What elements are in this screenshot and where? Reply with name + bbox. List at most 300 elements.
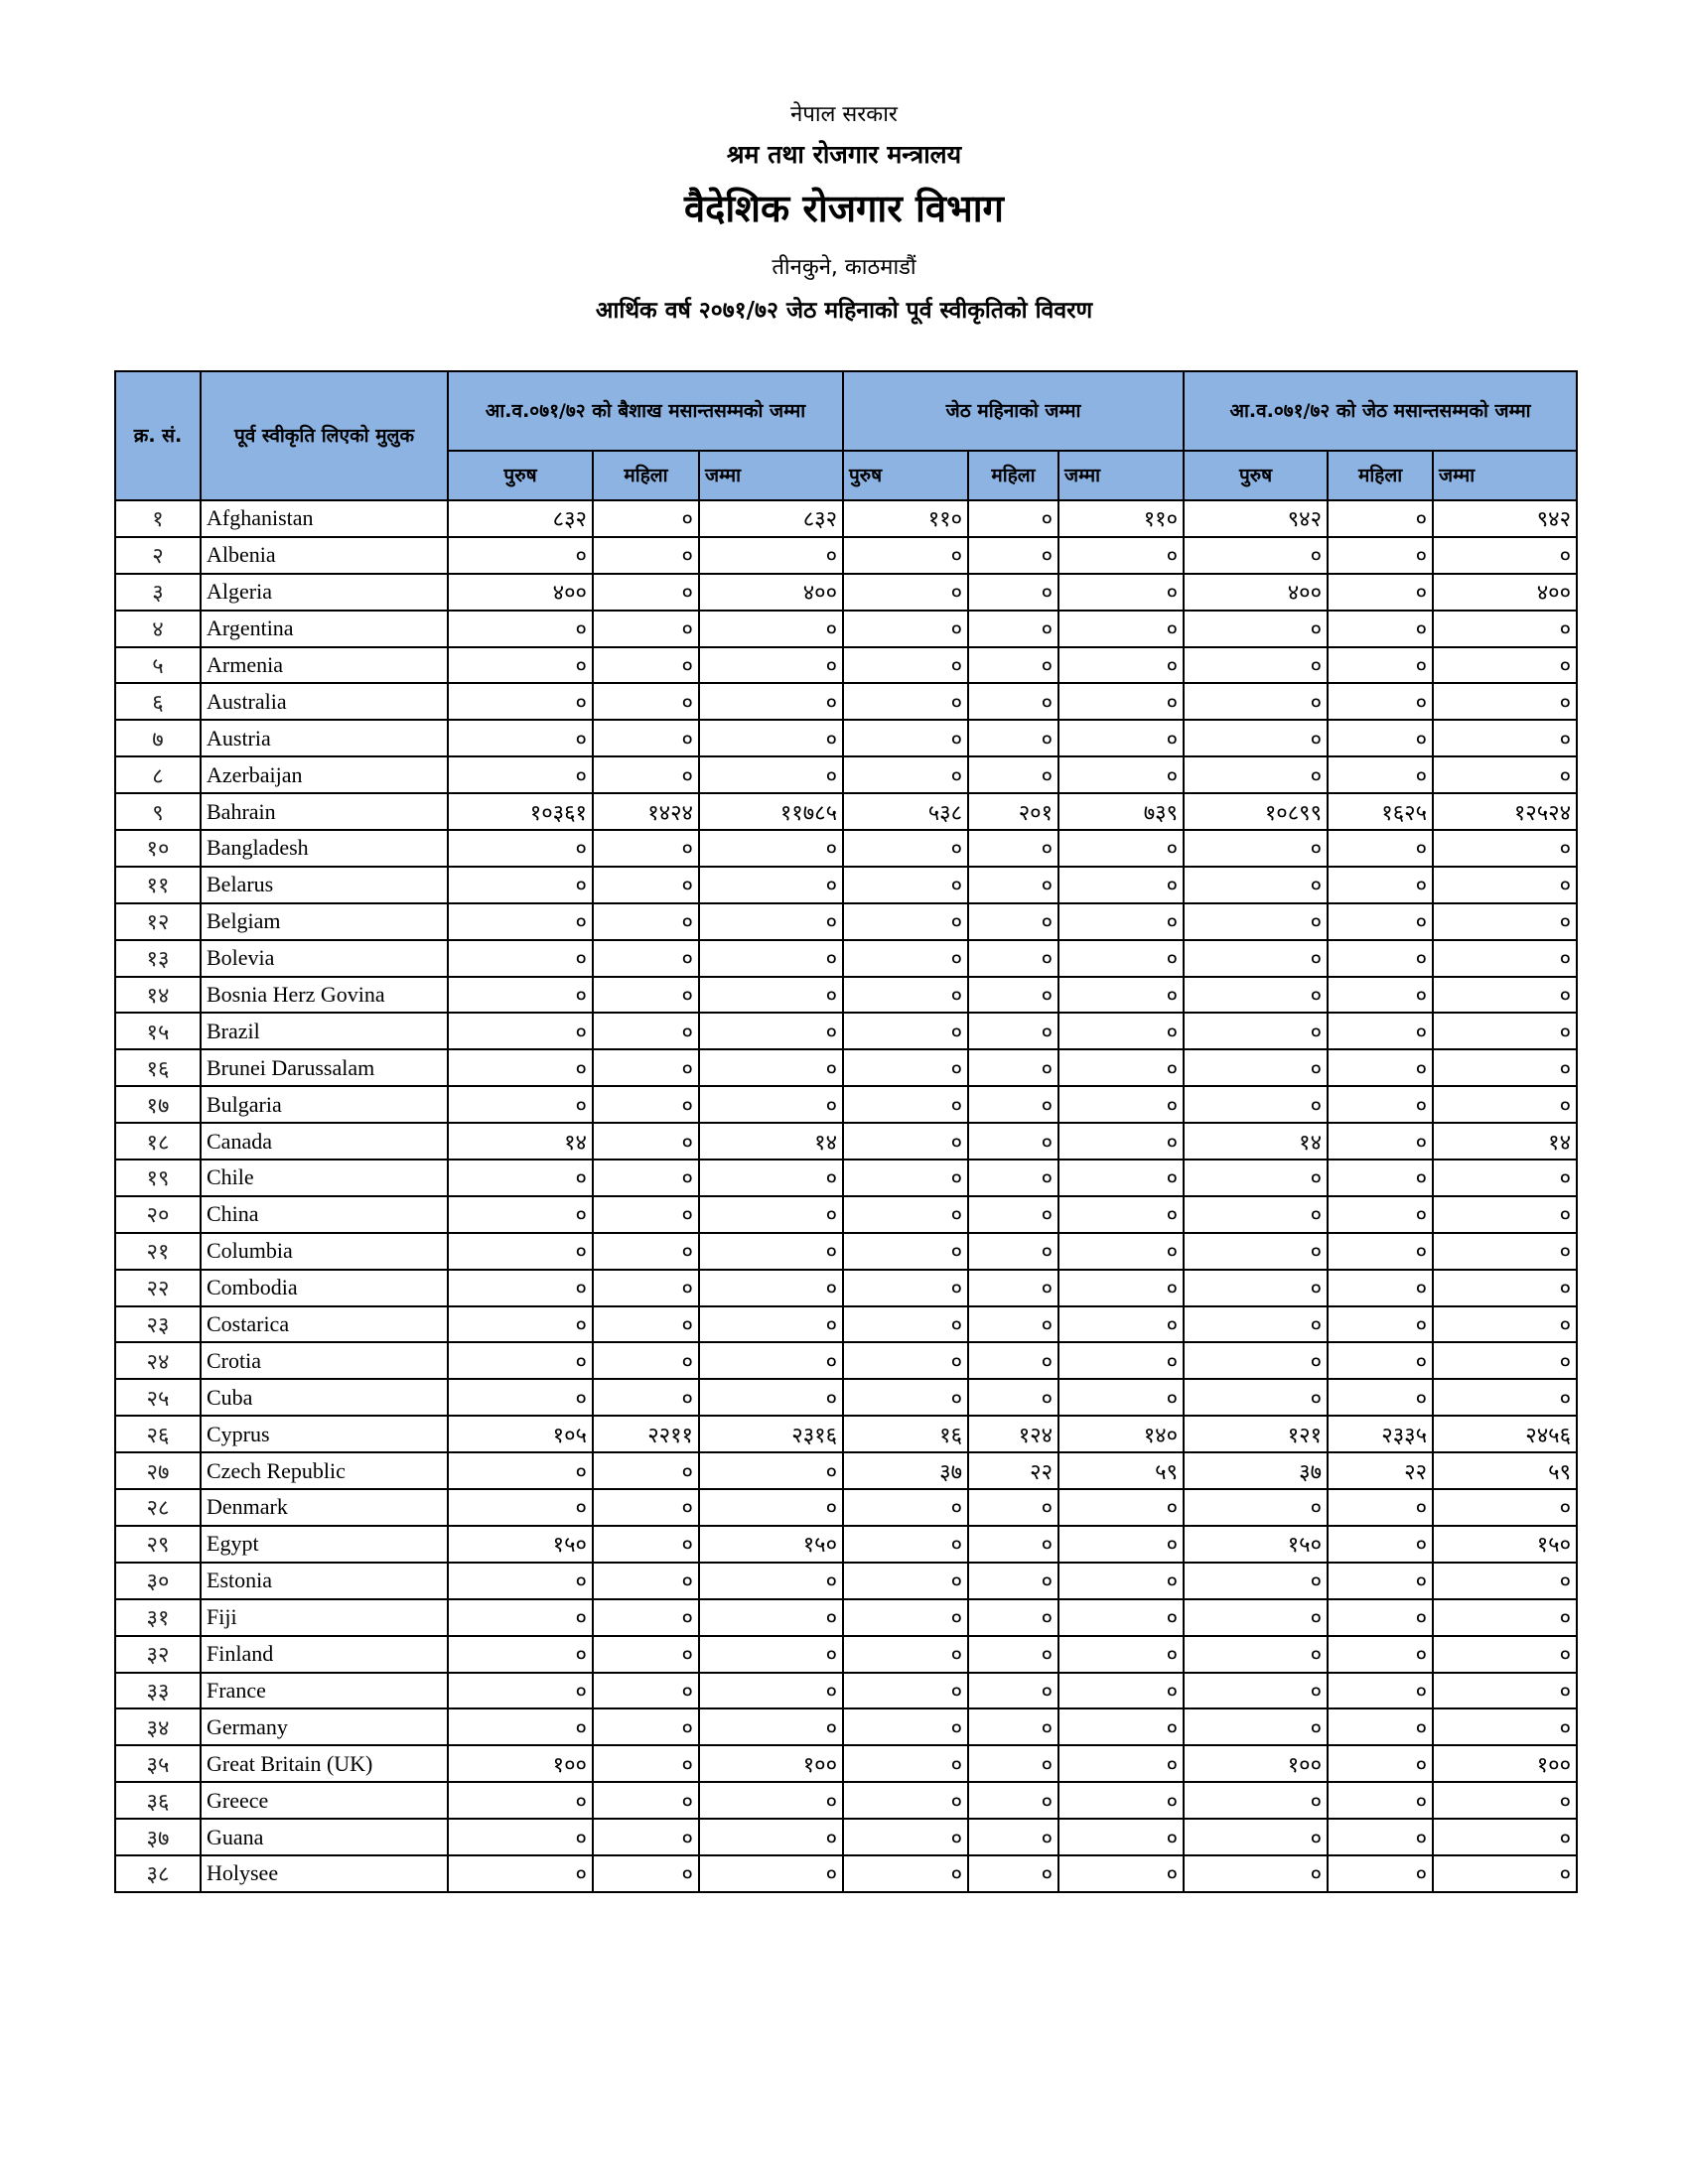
value-cell: ०	[593, 903, 699, 940]
value-cell: ०	[843, 1086, 968, 1123]
value-cell: ०	[448, 1196, 593, 1233]
value-cell: ०	[968, 1782, 1058, 1819]
value-cell: ०	[1433, 1782, 1577, 1819]
value-cell: ०	[593, 1123, 699, 1160]
value-cell: ०	[699, 867, 843, 903]
value-cell: ०	[968, 1526, 1058, 1563]
country-cell: Argentina	[201, 611, 448, 647]
value-cell: ०	[593, 1526, 699, 1563]
table-row	[115, 647, 1577, 684]
value-cell: ०	[593, 1708, 699, 1745]
value-cell: ०	[1184, 1599, 1328, 1636]
value-cell: १४	[699, 1123, 843, 1160]
value-cell: ०	[843, 1855, 968, 1892]
value-cell: २२११	[593, 1416, 699, 1452]
table-row	[115, 1599, 1577, 1636]
value-cell: ०	[1328, 1160, 1433, 1196]
country-cell: Belarus	[201, 867, 448, 903]
value-cell: ५९	[1433, 1452, 1577, 1489]
value-cell: ०	[968, 1013, 1058, 1049]
value-cell: ०	[1058, 1123, 1184, 1160]
value-cell: ०	[968, 867, 1058, 903]
value-cell: ०	[968, 1708, 1058, 1745]
serial-cell: ३१	[115, 1599, 201, 1636]
value-cell: ०	[593, 537, 699, 574]
serial-cell: ३	[115, 574, 201, 611]
value-cell: ०	[1433, 1708, 1577, 1745]
header-female: महिला	[1328, 451, 1433, 500]
value-cell: ०	[1184, 1819, 1328, 1855]
value-cell: ०	[1058, 611, 1184, 647]
value-cell: ०	[1433, 1342, 1577, 1379]
value-cell: १२४	[968, 1416, 1058, 1452]
table-row	[115, 903, 1577, 940]
country-cell: Egypt	[201, 1526, 448, 1563]
department-name: वैदेशिक रोजगार विभाग	[684, 187, 1004, 230]
value-cell: १२५२४	[1433, 793, 1577, 830]
value-cell: ०	[1433, 1196, 1577, 1233]
value-cell: ०	[843, 830, 968, 867]
value-cell: ०	[968, 1855, 1058, 1892]
value-cell: १४	[1184, 1123, 1328, 1160]
value-cell: २२	[1328, 1452, 1433, 1489]
value-cell: ०	[968, 1270, 1058, 1306]
value-cell: ४००	[448, 574, 593, 611]
value-cell: ०	[448, 1270, 593, 1306]
value-cell: ०	[843, 867, 968, 903]
serial-cell: ७	[115, 720, 201, 756]
value-cell: ०	[448, 1636, 593, 1673]
value-cell: ०	[1184, 1086, 1328, 1123]
header-total: जम्मा	[699, 451, 843, 500]
value-cell: ०	[699, 756, 843, 793]
country-cell: Chile	[201, 1160, 448, 1196]
value-cell: ०	[1058, 756, 1184, 793]
value-cell: ०	[843, 683, 968, 720]
value-cell: ५३८	[843, 793, 968, 830]
value-cell: ०	[699, 1489, 843, 1526]
value-cell: ०	[448, 1563, 593, 1599]
value-cell: ०	[1058, 1342, 1184, 1379]
value-cell: ०	[1328, 830, 1433, 867]
value-cell: ०	[1058, 1233, 1184, 1270]
value-cell: ०	[1433, 1379, 1577, 1416]
value-cell: ०	[1328, 1636, 1433, 1673]
value-cell: ०	[1058, 1745, 1184, 1782]
country-cell: Bangladesh	[201, 830, 448, 867]
value-cell: ०	[1433, 1673, 1577, 1709]
country-cell: Cuba	[201, 1379, 448, 1416]
value-cell: ३७	[843, 1452, 968, 1489]
value-cell: ११०	[843, 500, 968, 537]
value-cell: ०	[593, 1379, 699, 1416]
value-cell: ०	[1058, 1013, 1184, 1049]
value-cell: ०	[1328, 940, 1433, 977]
value-cell: ९४२	[1433, 500, 1577, 537]
value-cell: ०	[1184, 1563, 1328, 1599]
table-row	[115, 1708, 1577, 1745]
country-cell: Australia	[201, 683, 448, 720]
value-cell: ०	[699, 647, 843, 684]
value-cell: ०	[1328, 903, 1433, 940]
value-cell: ०	[1433, 940, 1577, 977]
value-cell: ०	[699, 1708, 843, 1745]
value-cell: ०	[1184, 611, 1328, 647]
value-cell: ०	[968, 903, 1058, 940]
table-row	[115, 1855, 1577, 1892]
value-cell: ०	[968, 1233, 1058, 1270]
country-cell: Greece	[201, 1782, 448, 1819]
value-cell: ०	[1328, 537, 1433, 574]
value-cell: ०	[1433, 977, 1577, 1014]
value-cell: ०	[968, 647, 1058, 684]
value-cell: ०	[968, 537, 1058, 574]
country-cell: Czech Republic	[201, 1452, 448, 1489]
serial-cell: ३५	[115, 1745, 201, 1782]
header-male: पुरुष	[1184, 451, 1328, 500]
country-cell: Crotia	[201, 1342, 448, 1379]
table-row	[115, 1745, 1577, 1782]
approval-table	[114, 370, 1578, 1893]
value-cell: ०	[843, 1636, 968, 1673]
table-row	[115, 1233, 1577, 1270]
value-cell: ०	[699, 1233, 843, 1270]
serial-cell: १७	[115, 1086, 201, 1123]
value-cell: ०	[1433, 1636, 1577, 1673]
value-cell: ०	[1184, 830, 1328, 867]
value-cell: ०	[1328, 1196, 1433, 1233]
value-cell: ०	[448, 1708, 593, 1745]
country-cell: Denmark	[201, 1489, 448, 1526]
table-row	[115, 1196, 1577, 1233]
document-header	[0, 99, 1688, 328]
value-cell: ०	[1184, 977, 1328, 1014]
value-cell: ०	[1328, 756, 1433, 793]
value-cell: ०	[448, 756, 593, 793]
value-cell: ०	[1058, 1855, 1184, 1892]
serial-cell: ४	[115, 611, 201, 647]
value-cell: ०	[448, 903, 593, 940]
table-row	[115, 977, 1577, 1014]
header-total: जम्मा	[1433, 451, 1577, 500]
serial-cell: १०	[115, 830, 201, 867]
table-row	[115, 1489, 1577, 1526]
country-cell: Brunei Darussalam	[201, 1049, 448, 1086]
value-cell: ०	[1058, 1196, 1184, 1233]
value-cell: ०	[1058, 830, 1184, 867]
value-cell: ०	[1328, 1673, 1433, 1709]
value-cell: ०	[1328, 1086, 1433, 1123]
value-cell: ०	[968, 830, 1058, 867]
country-cell: Afghanistan	[201, 500, 448, 537]
serial-cell: ३४	[115, 1708, 201, 1745]
value-cell: २३१६	[699, 1416, 843, 1452]
value-cell: ०	[1058, 1049, 1184, 1086]
value-cell: ०	[843, 1673, 968, 1709]
value-cell: ०	[1184, 1782, 1328, 1819]
value-cell: ०	[1433, 1855, 1577, 1892]
value-cell: १५०	[1184, 1526, 1328, 1563]
value-cell: ०	[1433, 1160, 1577, 1196]
value-cell: ०	[593, 1452, 699, 1489]
value-cell: ०	[1184, 867, 1328, 903]
country-cell: Austria	[201, 720, 448, 756]
country-cell: Costarica	[201, 1306, 448, 1343]
value-cell: ०	[593, 1745, 699, 1782]
value-cell: ०	[1433, 720, 1577, 756]
value-cell: ०	[843, 1049, 968, 1086]
value-cell: ०	[1184, 1636, 1328, 1673]
value-cell: ०	[448, 1599, 593, 1636]
table-row	[115, 867, 1577, 903]
value-cell: ०	[593, 1270, 699, 1306]
value-cell: ०	[593, 1233, 699, 1270]
table-row	[115, 1416, 1577, 1452]
value-cell: ०	[1328, 1708, 1433, 1745]
country-cell: Cyprus	[201, 1416, 448, 1452]
value-cell: ०	[1328, 1123, 1433, 1160]
serial-cell: १६	[115, 1049, 201, 1086]
value-cell: ०	[699, 1855, 843, 1892]
value-cell: ०	[1328, 647, 1433, 684]
value-cell: ०	[1433, 647, 1577, 684]
country-cell: Azerbaijan	[201, 756, 448, 793]
value-cell: ०	[593, 1306, 699, 1343]
serial-cell: १८	[115, 1123, 201, 1160]
value-cell: ०	[968, 1049, 1058, 1086]
table-row	[115, 830, 1577, 867]
country-cell: Estonia	[201, 1563, 448, 1599]
value-cell: ०	[448, 611, 593, 647]
value-cell: ०	[699, 1049, 843, 1086]
value-cell: ०	[1058, 1526, 1184, 1563]
value-cell: ०	[699, 1342, 843, 1379]
table-row	[115, 720, 1577, 756]
value-cell: ०	[843, 1489, 968, 1526]
value-cell: ०	[593, 683, 699, 720]
table-row	[115, 1270, 1577, 1306]
header-female: महिला	[593, 451, 699, 500]
value-cell: ०	[1433, 1306, 1577, 1343]
value-cell: ०	[699, 1673, 843, 1709]
table-row	[115, 1306, 1577, 1343]
value-cell: ०	[1058, 1636, 1184, 1673]
value-cell: ०	[1058, 977, 1184, 1014]
value-cell: ०	[699, 720, 843, 756]
country-cell: Bolevia	[201, 940, 448, 977]
value-cell: ०	[1184, 1196, 1328, 1233]
value-cell: ०	[448, 1049, 593, 1086]
value-cell: ०	[968, 500, 1058, 537]
value-cell: ०	[699, 1306, 843, 1343]
value-cell: ०	[448, 1342, 593, 1379]
value-cell: ०	[1433, 903, 1577, 940]
value-cell: ०	[699, 611, 843, 647]
value-cell: ०	[843, 1342, 968, 1379]
value-cell: ०	[843, 1819, 968, 1855]
value-cell: ०	[968, 611, 1058, 647]
value-cell: ०	[1328, 1782, 1433, 1819]
value-cell: ०	[1328, 574, 1433, 611]
value-cell: ०	[699, 903, 843, 940]
value-cell: ०	[448, 1379, 593, 1416]
value-cell: ०	[1328, 1599, 1433, 1636]
value-cell: ०	[593, 611, 699, 647]
country-cell: Germany	[201, 1708, 448, 1745]
serial-cell: २	[115, 537, 201, 574]
value-cell: ०	[699, 1563, 843, 1599]
value-cell: ०	[448, 830, 593, 867]
value-cell: ०	[1184, 1489, 1328, 1526]
value-cell: ०	[1058, 1270, 1184, 1306]
value-cell: २४५६	[1433, 1416, 1577, 1452]
value-cell: १४	[1433, 1123, 1577, 1160]
value-cell: ०	[1433, 756, 1577, 793]
serial-cell: ३७	[115, 1819, 201, 1855]
table-row	[115, 1819, 1577, 1855]
country-cell: Bahrain	[201, 793, 448, 830]
value-cell: ०	[843, 647, 968, 684]
value-cell: ०	[1328, 1563, 1433, 1599]
value-cell: ०	[593, 1049, 699, 1086]
country-cell: China	[201, 1196, 448, 1233]
value-cell: ०	[968, 1819, 1058, 1855]
value-cell: ०	[1058, 1160, 1184, 1196]
value-cell: ०	[1184, 1270, 1328, 1306]
value-cell: ०	[699, 830, 843, 867]
value-cell: ०	[843, 1306, 968, 1343]
value-cell: ०	[843, 756, 968, 793]
value-cell: ०	[699, 1599, 843, 1636]
value-cell: ०	[1433, 1086, 1577, 1123]
value-cell: ११७८५	[699, 793, 843, 830]
value-cell: २२	[968, 1452, 1058, 1489]
value-cell: ०	[1058, 867, 1184, 903]
table-body	[115, 500, 1577, 1892]
value-cell: ०	[1433, 867, 1577, 903]
value-cell: ०	[1184, 903, 1328, 940]
value-cell: ०	[1184, 683, 1328, 720]
table-row	[115, 1563, 1577, 1599]
value-cell: ०	[968, 1745, 1058, 1782]
value-cell: ०	[968, 1673, 1058, 1709]
value-cell: ८३२	[699, 500, 843, 537]
value-cell: १६	[843, 1416, 968, 1452]
value-cell: ९४२	[1184, 500, 1328, 537]
value-cell: ०	[448, 1782, 593, 1819]
value-cell: ०	[1184, 756, 1328, 793]
serial-cell: १९	[115, 1160, 201, 1196]
value-cell: ०	[593, 756, 699, 793]
value-cell: ०	[448, 1306, 593, 1343]
value-cell: ०	[593, 1160, 699, 1196]
value-cell: ०	[699, 940, 843, 977]
value-cell: ०	[1184, 1708, 1328, 1745]
serial-cell: ६	[115, 683, 201, 720]
value-cell: ०	[593, 720, 699, 756]
serial-cell: ३०	[115, 1563, 201, 1599]
value-cell: ०	[968, 720, 1058, 756]
value-cell: ०	[593, 1013, 699, 1049]
value-cell: ०	[1184, 1013, 1328, 1049]
table-row	[115, 500, 1577, 537]
value-cell: ०	[1058, 903, 1184, 940]
office-address: तीनकुने, काठमाडौं	[772, 255, 916, 280]
value-cell: ०	[448, 720, 593, 756]
value-cell: ०	[1058, 1306, 1184, 1343]
value-cell: ०	[448, 1855, 593, 1892]
table-row	[115, 1452, 1577, 1489]
value-cell: ०	[843, 1599, 968, 1636]
value-cell: ०	[843, 611, 968, 647]
value-cell: ०	[1328, 500, 1433, 537]
table-row	[115, 793, 1577, 830]
table-row	[115, 1086, 1577, 1123]
serial-cell: ३३	[115, 1673, 201, 1709]
value-cell: ०	[1058, 647, 1184, 684]
value-cell: ०	[699, 1196, 843, 1233]
country-cell: Holysee	[201, 1855, 448, 1892]
value-cell: ७३९	[1058, 793, 1184, 830]
value-cell: ०	[593, 500, 699, 537]
value-cell: ०	[699, 683, 843, 720]
value-cell: ०	[448, 647, 593, 684]
value-cell: १०८९९	[1184, 793, 1328, 830]
value-cell: ०	[1058, 1708, 1184, 1745]
value-cell: ०	[968, 683, 1058, 720]
value-cell: ०	[1328, 1855, 1433, 1892]
value-cell: ०	[843, 1196, 968, 1233]
table-row	[115, 1673, 1577, 1709]
value-cell: १२१	[1184, 1416, 1328, 1452]
value-cell: ०	[968, 940, 1058, 977]
table-row	[115, 1379, 1577, 1416]
value-cell: ०	[968, 977, 1058, 1014]
value-cell: ०	[968, 756, 1058, 793]
header-female: महिला	[968, 451, 1058, 500]
value-cell: ०	[1184, 940, 1328, 977]
value-cell: ०	[593, 1196, 699, 1233]
value-cell: ०	[1433, 1489, 1577, 1526]
table-row	[115, 1049, 1577, 1086]
value-cell: ०	[699, 1086, 843, 1123]
serial-cell: १५	[115, 1013, 201, 1049]
table-row	[115, 756, 1577, 793]
value-cell: ०	[699, 1160, 843, 1196]
header-male: पुरुष	[843, 451, 968, 500]
table-row	[115, 1782, 1577, 1819]
value-cell: ०	[843, 574, 968, 611]
table-row	[115, 1526, 1577, 1563]
value-cell: ०	[593, 1599, 699, 1636]
header-serial: क्र. सं.	[115, 371, 201, 500]
value-cell: ०	[843, 1379, 968, 1416]
value-cell: ०	[968, 1636, 1058, 1673]
table-row	[115, 1013, 1577, 1049]
value-cell: १४०	[1058, 1416, 1184, 1452]
value-cell: ०	[1058, 1563, 1184, 1599]
country-cell: Guana	[201, 1819, 448, 1855]
value-cell: ०	[843, 1745, 968, 1782]
value-cell: ०	[968, 1160, 1058, 1196]
value-cell: ०	[448, 1233, 593, 1270]
value-cell: ४००	[1433, 574, 1577, 611]
value-cell: ०	[593, 574, 699, 611]
table-row	[115, 574, 1577, 611]
value-cell: १५०	[1433, 1526, 1577, 1563]
value-cell: ०	[1433, 1563, 1577, 1599]
value-cell: ०	[1433, 1233, 1577, 1270]
